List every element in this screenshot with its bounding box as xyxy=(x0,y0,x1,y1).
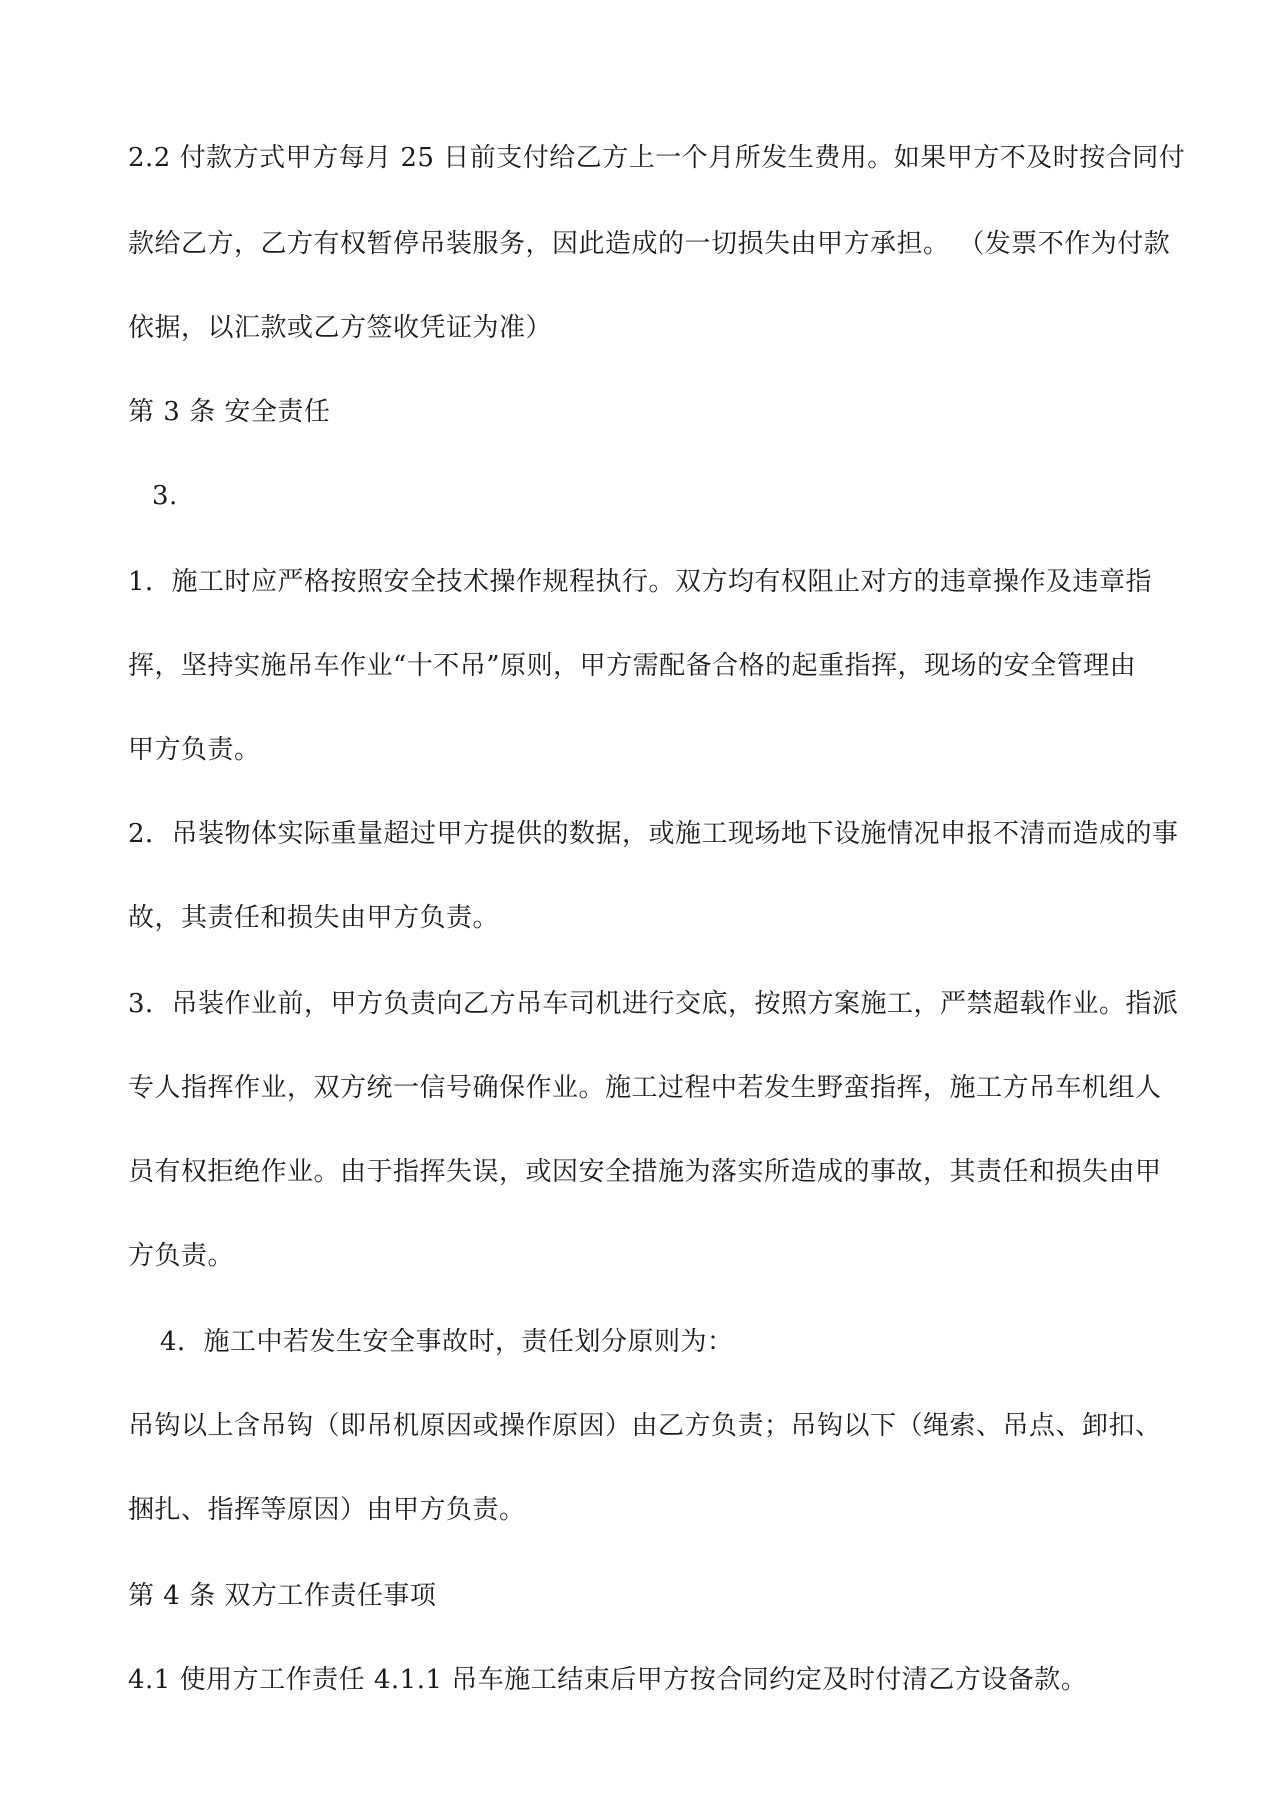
text-line-item2-2: 故，其责任和损失由甲方负责。 xyxy=(128,903,500,933)
text-line-item3-4: 方负责。 xyxy=(128,1241,235,1271)
text-line-item3-3: 员有权拒绝作业。由于指挥失误，或因安全措施为落实所造成的事故，其责任和损失由甲 xyxy=(128,1157,1162,1187)
text-line-item2-1: 2．吊装物体实际重量超过甲方提供的数据，或施工现场地下设施情况申报不清而造成的事 xyxy=(128,819,1179,849)
text-line-item4-3: 捆扎、指挥等原因）由甲方负责。 xyxy=(128,1495,526,1525)
text-line-item3-2: 专人指挥作业，双方统一信号确保作业。施工过程中若发生野蛮指挥，施工方吊车机组人 xyxy=(128,1073,1162,1103)
text-line-payment-3: 依据，以汇款或乙方签收凭证为准） xyxy=(128,313,553,343)
text-line-item1-1: 1．施工时应严格按照安全技术操作规程执行。双方均有权阻止对方的违章操作及违章指 xyxy=(128,567,1153,597)
text-line-item4-1: 4．施工中若发生安全事故时，责任划分原则为： xyxy=(160,1327,734,1357)
text-line-item1-3: 甲方负责。 xyxy=(128,735,261,765)
section-heading-3: 第 3 条 安全责任 xyxy=(128,397,331,427)
text-line-item4-2: 吊钩以上含吊钩（即吊机原因或操作原因）由乙方负责；吊钩以下（绳索、吊点、卸扣、 xyxy=(128,1411,1162,1441)
section-heading-4: 第 4 条 双方工作责任事项 xyxy=(128,1581,437,1611)
text-line-item1-2: 挥，坚持实施吊车作业“十不吊”原则，甲方需配备合格的起重指挥，现场的安全管理由 xyxy=(128,651,1137,681)
text-line-payment-2: 款给乙方，乙方有权暂停吊装服务，因此造成的一切损失由甲方承担。 （发票不作为付款 xyxy=(128,229,1171,259)
text-line-section4-1: 4.1 使用方工作责任 4.1.1 吊车施工结束后甲方按合同约定及时付清乙方设备款。 xyxy=(128,1665,1088,1695)
text-line-item3-1: 3．吊装作业前，甲方负责向乙方吊车司机进行交底，按照方案施工，严禁超载作业。指派 xyxy=(128,989,1179,1019)
text-line-payment-1: 2.2 付款方式甲方每月 25 日前支付给乙方上一个月所发生费用。如果甲方不及时按合同付 xyxy=(128,143,1186,173)
subsection-number: 3. xyxy=(152,481,178,511)
